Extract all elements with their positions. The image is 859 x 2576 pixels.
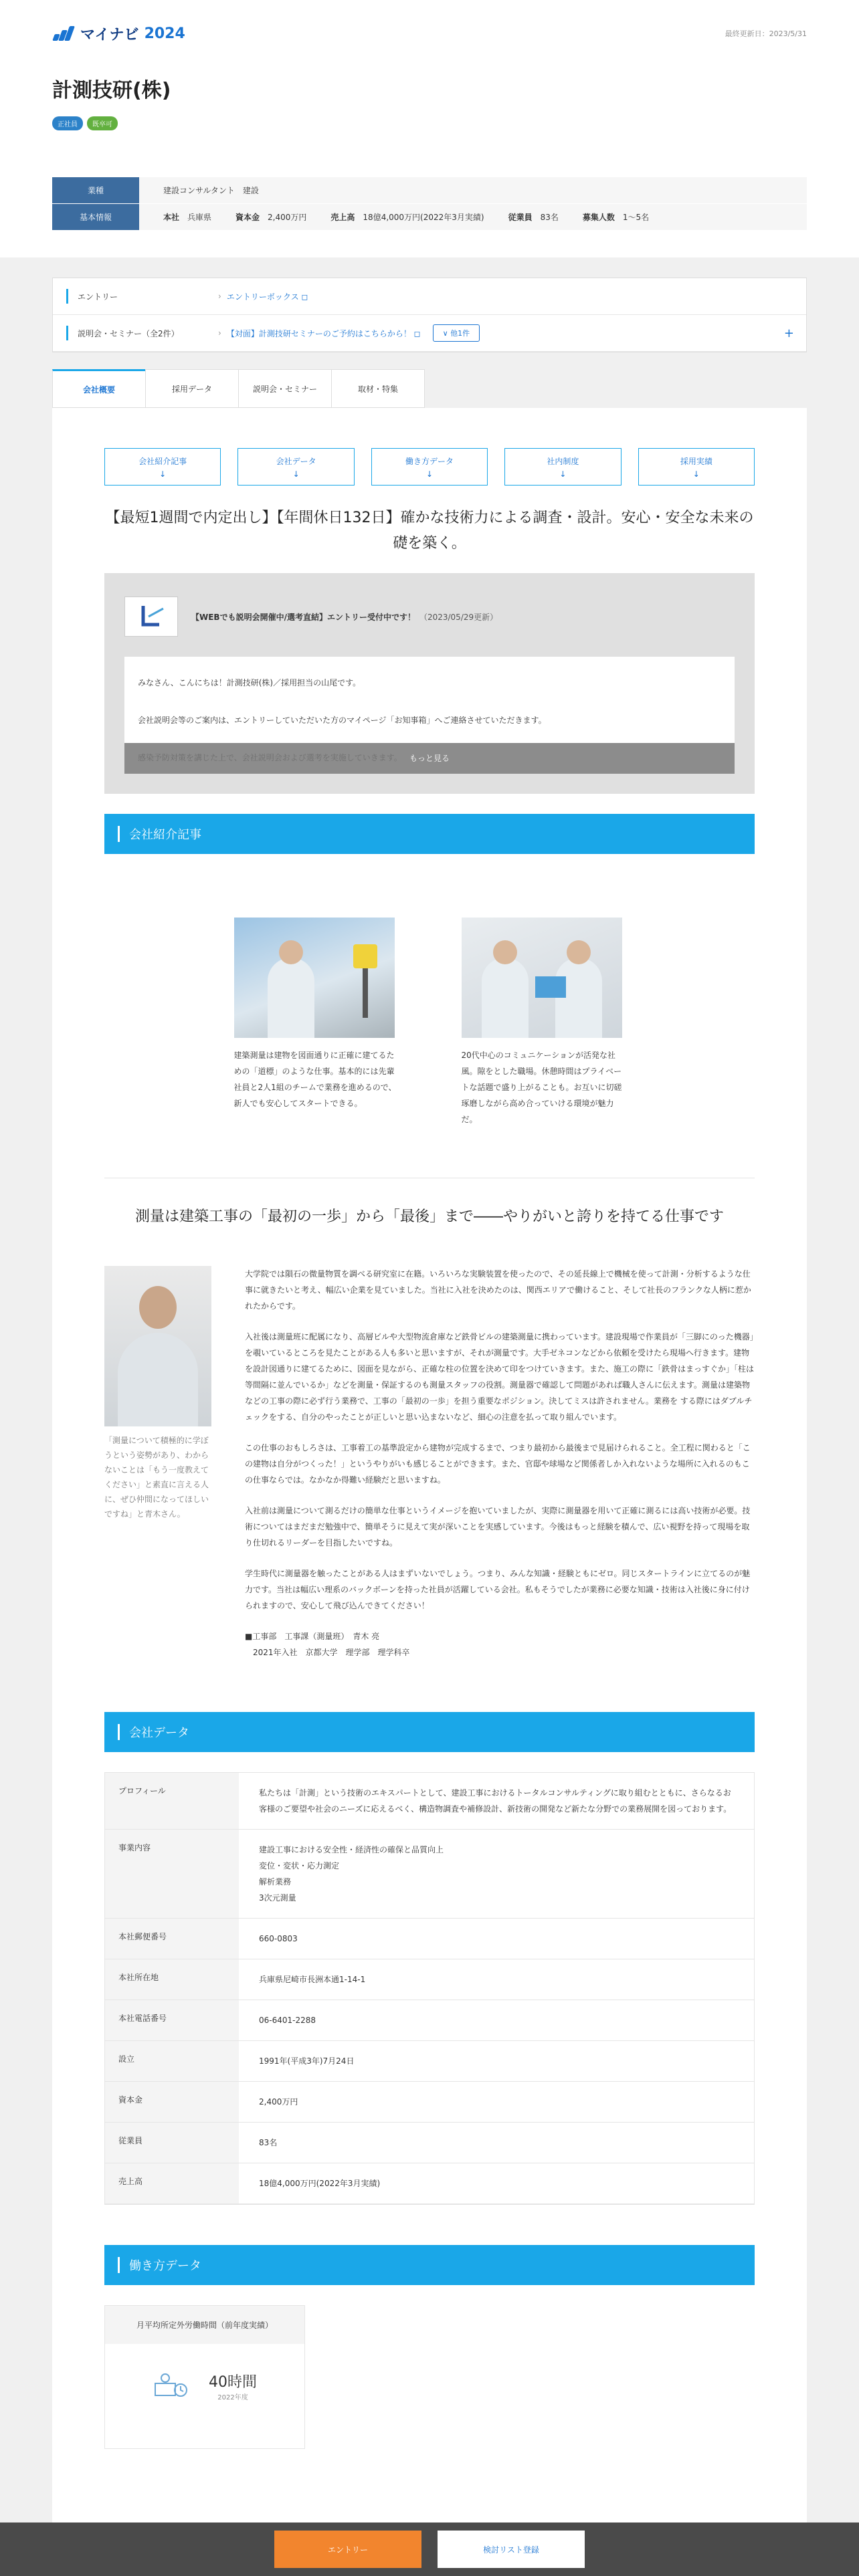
recruiter-message (104, 573, 755, 794)
anchor-hiring-results[interactable]: 採用実績 ↓ (638, 448, 755, 486)
table-row: 本社所在地 兵庫県尼崎市長洲本通1-14-1 (105, 1959, 754, 2000)
hq-info: 本社 兵庫県 (163, 213, 212, 222)
author-sign: ■工事部 工事課（測量班） 青木 亮 (245, 1632, 380, 1641)
arrow-down-icon: ↓ (292, 469, 300, 479)
overtime-title: 月平均所定外労働時間（前年度実績） (105, 2306, 304, 2344)
overtime-year: 2022年度 (217, 2394, 248, 2401)
company-name: 計測技研(株) (52, 79, 171, 102)
message-body: みなさん、こんにちは！計測技研(株)／採用担当の山尾です。 会社説明会等のご案内は、エントリーしていただいた方のマイページ「お知事箱」へご連絡させていただきます。 もっと見る (124, 657, 735, 774)
anchor-articles[interactable]: 会社紹介記事 ↓ (104, 448, 221, 486)
arrow-down-icon: ↓ (559, 469, 567, 479)
main-area (0, 257, 859, 2558)
entry-box (52, 278, 807, 352)
capital-info: 資本金 2,400万円 (235, 213, 307, 222)
section-work-heading: 働き方データ (104, 2245, 755, 2285)
overtime-card (104, 2305, 305, 2449)
article-card[interactable] (234, 918, 398, 1128)
anchor-company-data[interactable]: 会社データ ↓ (237, 448, 354, 486)
industry-value: 建設コンサルタント 建設 (163, 186, 259, 195)
add-to-list-button[interactable]: 検討リスト登録 (438, 2531, 585, 2568)
basic-info-label: 基本情報 (52, 204, 139, 230)
read-more-button[interactable]: もっと見る (124, 743, 735, 774)
article-list (104, 918, 755, 1128)
tab-recruit-data[interactable]: 採用データ (145, 369, 239, 408)
table-row: 従業員 83名 (105, 2123, 754, 2163)
expand-plus-icon[interactable]: + (783, 326, 794, 340)
tab-interview[interactable]: 取材・特集 (331, 369, 425, 408)
site-header (0, 0, 859, 67)
company-header (0, 67, 859, 130)
table-row: 設立 1991年(平成3年)7月24日 (105, 2041, 754, 2082)
table-row: 資本金 2,400万円 (105, 2082, 754, 2123)
article-text: 建築測量は建物を図面通りに正確に建てるための「道標」のような仕事。基本的には先輩社員と2人1組のチームで業務を進めるので、新人でも安心してスタートできる。 (233, 1051, 397, 1108)
feature-article (104, 1178, 755, 1675)
sticky-footer (0, 2523, 859, 2576)
mynavi-logo[interactable] (52, 23, 185, 44)
tag-graduate-ok: 既卒可 (87, 116, 118, 130)
section-articles-heading: 会社紹介記事 (104, 814, 755, 854)
author-profile: 2021年入社 京都大学 理学部 理学科卒 (253, 1648, 410, 1657)
table-row: 売上高 18億4,000万円(2022年3月実績) (105, 2163, 754, 2204)
overtime-value: 40時間 (209, 2374, 257, 2391)
tag-fulltime: 正社員 (52, 116, 83, 130)
seminar-row (53, 315, 806, 352)
article-text: 20代中心のコミュニケーションが活発な社風。隙をとした職場。休憩時間はプライベートな話題で盛り上がることも。お互いに切磋琢磨しながら高め合っていける環境が魅力だ。 (461, 1051, 622, 1124)
feature-title: 測量は建築工事の「最初の一歩」から「最後」まで――やりがいと誇りを持てる仕事です (134, 1208, 724, 1225)
chevron-right-icon: › (218, 328, 221, 338)
employees-info: 従業員 83名 (508, 213, 559, 222)
feature-body: 大学院では隕石の微量物質を調べる研究室に在籍。いろいろな実験装置を使ったので、その延長線上で機械を使って計測・分析するような仕事に就きたいと考え、幅広い企業を見ていました。当社に入社を決めたのは、関西エリアで働けること、そして社長のフランクな人柄に惹かれたからです。 入社後は測量班に配属になり、高層ビルや大型物流倉庫など鉄骨ビルの建築測量に携わっています。建設現場で作業員が「三脚にのった機器」を覗いているところを見たことがある人も多いと思いますが、それが測量です。大手ゼネコンなどから依頼を受けたら現場へ行きます。建物を設計図通りに建てるために、図面を見ながら、正確な柱の位置を決めて印をつけていきます。また、施工の際に「鉄骨はまっすぐか」「柱は等間隔に並んでいるか」などを測量・保証するのも測量スタッフの役割。測量器で確認して問題があれば職人さんに伝えます。測量は建築物などの工事の際に必ず行う業務で、工事の「最初の一歩」を担う重要なポジション。決してミスは許されません。業務を する際にはダブルチェックをする、自分のやったことが正しいと思い込まないなど、細心の注意を払って取り組んでいます。 この仕事のおもしろさは、工事着工の基準設定から建物が完成するまで、つまり最初から最後まで見届けられること。全工程に関わると「この建物は自分がつくった！」というやりがいも感じることができます。また、官邸や球場など関係者しか入れないような場所に入れるのもこの仕事ならでは。なかなか得難い経験だと思いますね。 入社前は測量について測るだけの簡単な仕事というイメージを抱いていましたが、実際に測量器を用いて正確に測るには高い技術が必要。技術についてはまだまだ勉強中で、簡単そうに見えて実が深いことを実感しています。今後はもっと経験を積んで、広い視野を持って現場を取り仕切れるリーダーを目指したいですね。 学生時代に測量器を触ったことがある人はまずいないでしょう。つまり、みんな知識・経験ともにゼロ。同じスタートラインに立てるのが魅力です。当社は幅広い理系のバックボーンを持った社員が活躍している会社。私もそうでしたが業務に必要な知識・技術は入社後に身に付けられますので、安心して飛び込んできてください！ ■工事部 工事課（測量班） 青木 亮 2021年入社 京都大学 理学部 理学科卒 (245, 1266, 755, 1675)
anchor-links (104, 448, 755, 486)
portrait-caption: 「測量について積極的に学ぼうという姿勢があり、わからないことは「もう一度教えてください」と素直に言える人に、ぜひ仲間になってほしいですね」と青木さん。 (104, 1436, 209, 1519)
message-date: （2023/05/29更新） (419, 612, 498, 622)
basic-info-box (52, 177, 807, 231)
seminar-link[interactable]: 【対面】計測技研セミナーのご予約はこちらから！ ◻ (226, 328, 421, 338)
entry-label: エントリー (78, 292, 118, 302)
arrow-down-icon: ↓ (159, 469, 167, 479)
tab-bar (52, 369, 807, 408)
catch-copy: 【最短1週間で内定出し】【年間休日132日】確かな技術力による調査・設計。安心・安全な未来の礎を築く。 (105, 510, 754, 552)
table-row: プロフィール 私たちは「計測」という技術のエキスパートとして、建設工事におけるトータルコンサルティングに取り組むとともに、さらなるお客様のご要望や社会のニーズに応えるべく、構造物調査や補修設計、新技術の開発など新たな分野での業務展開を図っております。 (105, 1773, 754, 1830)
article-photo-surveying (234, 918, 395, 1038)
anchor-work-data[interactable]: 働き方データ ↓ (371, 448, 488, 486)
anchor-benefits[interactable]: 社内制度 ↓ (504, 448, 621, 486)
entry-box-link[interactable]: エントリーボックス ◻ (226, 292, 308, 302)
chevron-right-icon: › (218, 292, 221, 301)
tab-seminar[interactable]: 説明会・セミナー (238, 369, 332, 408)
last-updated: 最終更新日：2023/5/31 (725, 29, 807, 38)
article-photo-office (462, 918, 622, 1038)
message-title: 【WEBでも説明会開催中/選考直結】エントリー受付中です！ (191, 612, 415, 622)
table-row: 本社郵便番号 660-0803 (105, 1919, 754, 1959)
logo-text: マイナビ (80, 26, 139, 43)
logo-mark-icon (52, 26, 75, 41)
entry-row (53, 278, 806, 315)
more-seminars-button[interactable]: ∨ 他1件 (433, 324, 480, 342)
recruit-info: 募集人数 1〜5名 (582, 213, 650, 222)
table-row: 本社電話番号 06-6401-2288 (105, 2000, 754, 2041)
entry-button[interactable]: エントリー (274, 2531, 421, 2568)
arrow-down-icon: ↓ (692, 469, 700, 479)
table-row: 事業内容 建設工事における安全性・経済性の確保と品質向上 変位・変状・応力測定 解析業務 3次元測量 (105, 1830, 754, 1919)
section-data-heading: 会社データ (104, 1712, 755, 1752)
employee-portrait (104, 1266, 211, 1426)
company-data-table (104, 1772, 755, 2205)
sales-info: 売上高 18億4,000万円(2022年3月実績) (330, 213, 484, 222)
industry-label: 業種 (52, 177, 139, 203)
seminar-label: 説明会・セミナー（全2件） (78, 328, 179, 338)
article-card[interactable] (462, 918, 626, 1128)
tab-overview[interactable]: 会社概要 (52, 369, 146, 408)
company-logo (124, 597, 178, 637)
overtime-icon (153, 2371, 189, 2401)
overview-panel (52, 408, 807, 2576)
logo-year: 2024 (144, 25, 185, 42)
arrow-down-icon: ↓ (425, 469, 434, 479)
